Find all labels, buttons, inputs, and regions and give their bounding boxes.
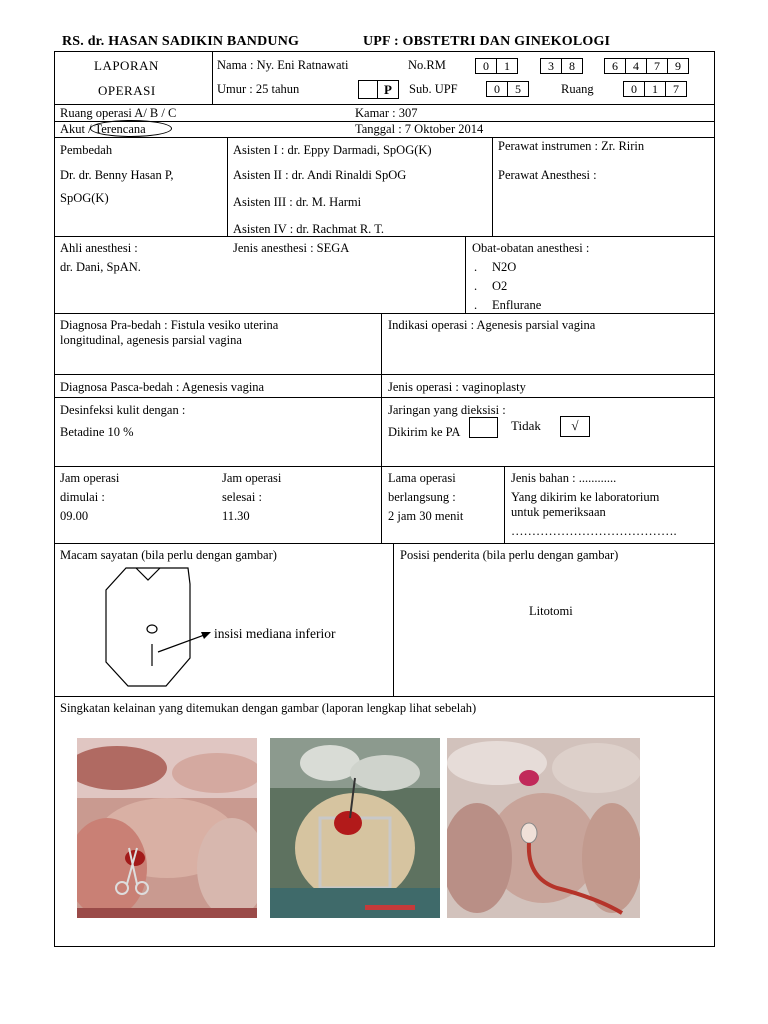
surgery-photo-3 bbox=[447, 738, 640, 918]
disinfection-value: Betadine 10 % bbox=[60, 425, 134, 439]
divider bbox=[492, 137, 493, 236]
duration-label-line1: Lama operasi bbox=[388, 471, 456, 485]
end-time: 11.30 bbox=[222, 509, 250, 523]
selected-option-circle bbox=[90, 120, 172, 137]
room-digits bbox=[623, 81, 686, 97]
subupf-digit: 0 bbox=[486, 81, 508, 97]
start-time: 09.00 bbox=[60, 509, 89, 523]
rm-digits-group2 bbox=[540, 58, 582, 74]
sex-box: P bbox=[377, 80, 399, 99]
rm-digit: 7 bbox=[646, 58, 668, 74]
patient-position-value: Litotomi bbox=[529, 604, 573, 618]
patient-position-label: Posisi penderita (bila perlu dengan gambar) bbox=[400, 548, 619, 562]
assistant-3: Asisten III : dr. M. Harmi bbox=[233, 195, 362, 209]
operation-indication: Indikasi operasi : Agenesis parsial vagina bbox=[388, 318, 596, 332]
disinfection-label: Desinfeksi kulit dengan : bbox=[60, 403, 186, 417]
material-dots: …………………………………. bbox=[511, 524, 677, 538]
assistant-4: Asisten IV : dr. Rachmat R. T. bbox=[233, 222, 385, 236]
room-digit: 1 bbox=[644, 81, 666, 97]
patient-name: Nama : Ny. Eni Ratnawati bbox=[217, 58, 349, 72]
surgeon-label: Pembedah bbox=[60, 143, 113, 157]
no-checkbox: √ bbox=[560, 416, 590, 437]
divider bbox=[54, 374, 715, 375]
sent-to-pa-checkbox bbox=[469, 417, 498, 438]
end-label-line2: selesai : bbox=[222, 490, 262, 504]
incision-label: Macam sayatan (bila perlu dengan gambar) bbox=[60, 548, 277, 562]
surgery-photo-2 bbox=[270, 738, 440, 918]
drug-name: O2 bbox=[492, 279, 508, 293]
surgeon-name-line1: Dr. dr. Benny Hasan P, bbox=[60, 168, 174, 182]
anesthesia-type: Jenis anesthesi : SEGA bbox=[233, 241, 350, 255]
drug-name: Enflurane bbox=[492, 298, 542, 312]
operation-type: Jenis operasi : vaginoplasty bbox=[388, 380, 526, 394]
room-digit: 7 bbox=[665, 81, 687, 97]
material-label: Jenis bahan : ............ bbox=[511, 471, 617, 485]
divider bbox=[465, 236, 466, 313]
rm-digit: 4 bbox=[625, 58, 647, 74]
subupf-digits bbox=[486, 81, 528, 97]
nurse-instrument: Perawat instrumen : Zr. Ririn bbox=[498, 139, 645, 153]
nurse-anesthesia: Perawat Anesthesi : bbox=[498, 168, 597, 182]
end-label-line1: Jam operasi bbox=[222, 471, 282, 485]
duration-label-line2: berlangsung : bbox=[388, 490, 456, 504]
rm-digit: 0 bbox=[475, 58, 497, 74]
divider bbox=[227, 137, 228, 236]
excised-tissue-label: Jaringan yang dieksisi : bbox=[388, 403, 506, 417]
divider bbox=[54, 313, 715, 314]
incision-annotation: insisi mediana inferior bbox=[214, 626, 336, 641]
sex-blank-box bbox=[358, 80, 378, 99]
post-diagnosis: Diagnosa Pasca-bedah : Agenesis vagina bbox=[60, 380, 265, 394]
patient-age: Umur : 25 tahun bbox=[217, 82, 300, 96]
subupf-digit: 5 bbox=[507, 81, 529, 97]
room-digit: 0 bbox=[623, 81, 645, 97]
rm-digit: 9 bbox=[667, 58, 689, 74]
divider bbox=[54, 104, 715, 105]
material-line3: untuk pemeriksaan bbox=[511, 505, 606, 519]
operation-date: Tanggal : 7 Oktober 2014 bbox=[355, 122, 484, 136]
rm-digit: 8 bbox=[561, 58, 583, 74]
rm-digits-group3 bbox=[604, 58, 688, 74]
divider bbox=[54, 466, 715, 467]
pre-diagnosis-line1: Diagnosa Pra-bedah : Fistula vesiko uterina bbox=[60, 318, 279, 332]
rm-digit: 1 bbox=[496, 58, 518, 74]
assistant-1: Asisten I : dr. Eppy Darmadi, SpOG(K) bbox=[233, 143, 432, 157]
divider bbox=[54, 236, 715, 237]
rm-digit: 6 bbox=[604, 58, 626, 74]
divider bbox=[54, 543, 715, 544]
schedule-type: Akut / Terencana bbox=[60, 122, 146, 136]
hospital-name: RS. dr. HASAN SADIKIN BANDUNG bbox=[62, 34, 300, 49]
anesthesia-expert-name: dr. Dani, SpAN. bbox=[60, 260, 141, 274]
assistant-2: Asisten II : dr. Andi Rinaldi SpOG bbox=[233, 168, 407, 182]
material-line2: Yang dikirim ke laboratorium bbox=[511, 490, 660, 504]
room-label: Ruang bbox=[561, 82, 594, 96]
report-title-line1: LAPORAN bbox=[94, 58, 159, 73]
surgeon-name-line2: SpOG(K) bbox=[60, 191, 109, 205]
operation-room: Ruang operasi A/ B / C bbox=[60, 106, 177, 120]
drug-item: . N2O bbox=[474, 260, 517, 274]
divider bbox=[381, 313, 382, 543]
drug-name: N2O bbox=[492, 260, 517, 274]
department-name: UPF : OBSTETRI DAN GINEKOLOGI bbox=[363, 34, 611, 49]
report-title-line2: OPERASI bbox=[98, 83, 156, 98]
divider bbox=[212, 51, 213, 104]
divider bbox=[504, 466, 505, 543]
no-label: Tidak bbox=[511, 418, 541, 433]
drug-item: . O2 bbox=[474, 279, 508, 293]
start-label-line2: dimulai : bbox=[60, 490, 105, 504]
divider bbox=[54, 696, 715, 697]
rm-digit: 3 bbox=[540, 58, 562, 74]
sent-to-pa-label: Dikirim ke PA bbox=[388, 425, 461, 439]
start-label-line1: Jam operasi bbox=[60, 471, 120, 485]
findings-label: Singkatan kelainan yang ditemukan dengan gambar (laporan lengkap lihat sebelah) bbox=[60, 701, 477, 715]
duration-value: 2 jam 30 menit bbox=[388, 509, 464, 523]
annotation-arrow-icon bbox=[155, 626, 215, 656]
kamar: Kamar : 307 bbox=[355, 106, 418, 120]
rm-label: No.RM bbox=[408, 58, 446, 72]
drug-item: . Enflurane bbox=[474, 298, 542, 312]
drugs-label: Obat-obatan anesthesi : bbox=[472, 241, 590, 255]
surgery-photo-1 bbox=[77, 738, 257, 918]
divider bbox=[393, 543, 394, 696]
anesthesia-expert-label: Ahli anesthesi : bbox=[60, 241, 138, 255]
divider bbox=[54, 137, 715, 138]
rm-digits-group1 bbox=[475, 58, 517, 74]
divider bbox=[54, 397, 715, 398]
subupf-label: Sub. UPF bbox=[409, 82, 458, 96]
pre-diagnosis-line2: longitudinal, agenesis parsial vagina bbox=[60, 333, 242, 347]
